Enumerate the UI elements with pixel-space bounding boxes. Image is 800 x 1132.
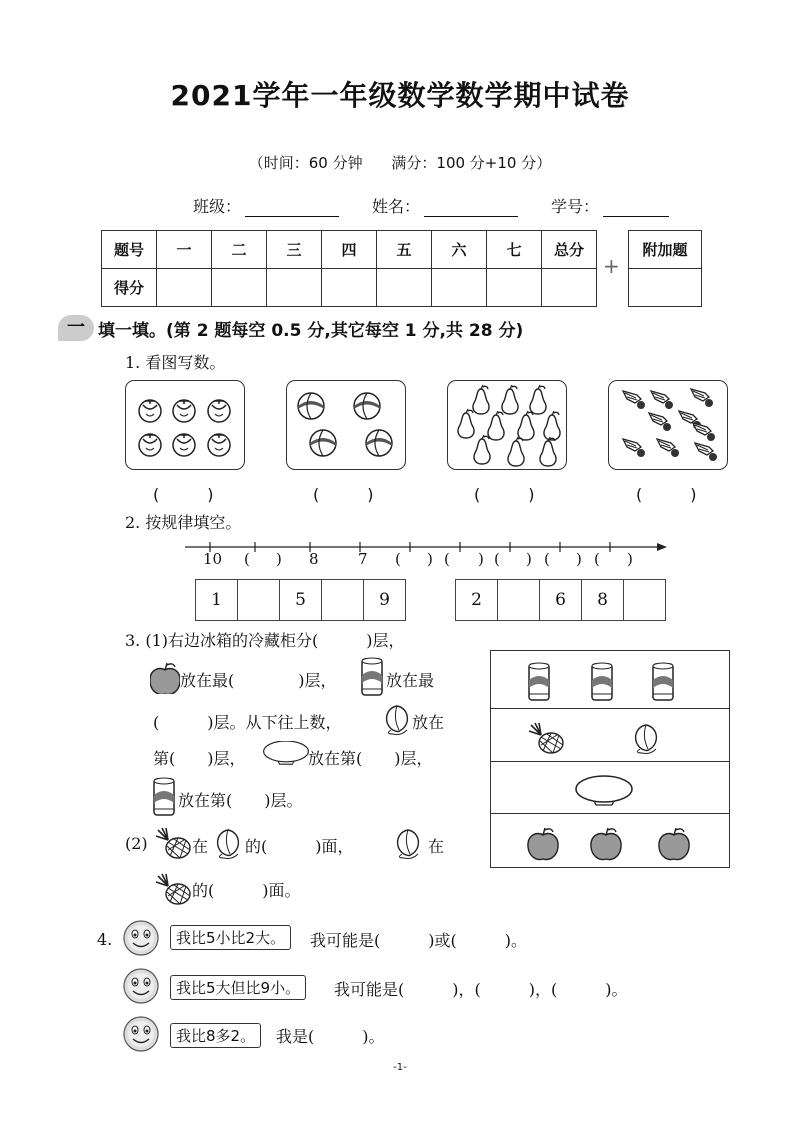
id-label: 学号：: [551, 197, 600, 216]
class-field[interactable]: [193, 194, 339, 217]
q3-part2-text: 在: [428, 837, 445, 856]
score-cell[interactable]: [212, 269, 267, 307]
section-badge: 一: [58, 315, 94, 341]
q3-line-2a: 放在最( )层，: [180, 671, 337, 690]
line-blank[interactable]: (: [594, 550, 600, 568]
line-blank[interactable]: ): [526, 550, 532, 568]
score-header-cell: 四: [322, 231, 377, 269]
line-label-8: 8: [309, 550, 319, 568]
sequence-boxes-left: [195, 579, 406, 621]
q4-answer-1[interactable]: 我可能是( )或( )。: [310, 931, 527, 950]
answer-blank-1[interactable]: ( ): [153, 485, 214, 504]
shelf-divider: [491, 761, 729, 762]
smiley-icon: [121, 1014, 161, 1054]
line-blank[interactable]: (: [395, 550, 401, 568]
ball-icons: [287, 381, 405, 469]
line-blank[interactable]: ): [478, 550, 484, 568]
q3-part2-label: (2): [125, 834, 148, 853]
q4-label: 4.: [97, 930, 113, 949]
answer-blank-2[interactable]: ( ): [313, 485, 374, 504]
fridge-items: [491, 651, 729, 867]
exam-subtitle: [0, 152, 800, 173]
line-blank[interactable]: ): [427, 550, 433, 568]
q3-line-2b: 放在最: [386, 671, 435, 690]
score-header-cell: 六: [432, 231, 487, 269]
page-number: -1-: [393, 1062, 407, 1073]
q3-part2-text: 的( )面，: [245, 837, 354, 856]
score-cell[interactable]: [157, 269, 212, 307]
line-blank[interactable]: ): [576, 550, 582, 568]
peach-icon: [393, 826, 423, 860]
seq-cell[interactable]: 1: [196, 580, 238, 621]
extra-score-cell[interactable]: [629, 269, 702, 307]
seq-cell[interactable]: [322, 580, 364, 621]
extra-header: 附加题: [629, 231, 702, 269]
seq-cell[interactable]: 6: [540, 580, 582, 621]
score-cell[interactable]: [542, 269, 597, 307]
q3-line-4a: 第( )层，: [153, 749, 246, 768]
can-icon: [150, 777, 178, 817]
q3-part2-text: 的( )面。: [192, 881, 301, 900]
seq-cell[interactable]: [624, 580, 666, 621]
q3-line-3b: 放在: [412, 713, 445, 732]
score-header-cell: 一: [157, 231, 212, 269]
q1-label: 1. 看图写数。: [125, 353, 226, 372]
speech-bubble: 我比8多2。: [170, 1023, 261, 1048]
name-blank[interactable]: [424, 200, 518, 217]
picture-box-tomatoes: [125, 380, 245, 470]
peach-icon: [213, 826, 243, 860]
q3-line-4b: 放在第( )层，: [308, 749, 433, 768]
score-cell[interactable]: [377, 269, 432, 307]
shelf-divider: [491, 813, 729, 814]
full-score-info: 满分：100 分+10 分）: [391, 154, 552, 172]
score-cell[interactable]: [267, 269, 322, 307]
seq-cell[interactable]: 9: [364, 580, 406, 621]
score-header-cell: 七: [487, 231, 542, 269]
line-blank[interactable]: (: [244, 550, 250, 568]
plate-icon: [262, 741, 310, 769]
pineapple-icon: [154, 868, 192, 908]
score-header-row: [102, 231, 597, 269]
picture-box-shuttlecocks: [608, 380, 728, 470]
line-label-10: 10: [203, 550, 223, 568]
name-field[interactable]: [372, 194, 518, 217]
answer-blank-4[interactable]: ( ): [636, 485, 697, 504]
line-blank[interactable]: ): [627, 550, 633, 568]
score-cell[interactable]: [487, 269, 542, 307]
can-icon: [358, 657, 386, 697]
smiley-icon: [121, 966, 161, 1006]
answer-blank-3[interactable]: ( ): [474, 485, 535, 504]
score-header-cell: 题号: [102, 231, 157, 269]
score-cell[interactable]: [432, 269, 487, 307]
fridge-illustration: [490, 650, 730, 868]
seq-cell[interactable]: 2: [456, 580, 498, 621]
q4-answer-3[interactable]: 我是( )。: [276, 1027, 385, 1046]
page-title: 2021学年一年级数学数学期中试卷: [170, 79, 630, 112]
picture-box-balls: [286, 380, 406, 470]
q2-label: 2. 按规律填空。: [125, 513, 242, 532]
seq-cell[interactable]: [498, 580, 540, 621]
line-blank[interactable]: (: [444, 550, 450, 568]
line-blank[interactable]: ): [276, 550, 282, 568]
score-header-cell: 三: [267, 231, 322, 269]
score-row: [102, 269, 597, 307]
speech-bubble: 我比5小比2大。: [170, 925, 291, 950]
q3-line-5: 放在第( )层。: [178, 791, 303, 810]
q3-line-3a: ( )层。从下往上数，: [153, 713, 342, 732]
picture-box-pears: [447, 380, 567, 470]
q3-part2-text: 在: [192, 837, 209, 856]
name-label: 姓名：: [372, 197, 421, 216]
speech-bubble: 我比5大但比9小。: [170, 975, 306, 1000]
line-blank[interactable]: (: [544, 550, 550, 568]
score-cell[interactable]: [322, 269, 377, 307]
line-label-7: 7: [358, 550, 368, 568]
smiley-icon: [121, 918, 161, 958]
sequence-boxes-right: [455, 579, 666, 621]
line-blank[interactable]: (: [494, 550, 500, 568]
apple-icon: [150, 662, 180, 694]
pear-icons: [448, 381, 566, 469]
peach-icon: [382, 702, 412, 736]
score-table: [101, 230, 597, 307]
score-header-cell: 五: [377, 231, 432, 269]
q3-line-1: 3. (1)右边冰箱的冷藏柜分( )层，: [125, 631, 405, 650]
seq-cell[interactable]: 8: [582, 580, 624, 621]
shelf-divider: [491, 708, 729, 709]
score-header-cell: 二: [212, 231, 267, 269]
tomato-icons: [126, 381, 244, 469]
seq-cell[interactable]: 5: [280, 580, 322, 621]
time-info: （时间：60 分钟: [248, 154, 363, 172]
plus-sign: +: [603, 254, 620, 278]
extra-score-table: [628, 230, 702, 307]
class-blank[interactable]: [245, 200, 339, 217]
student-id-field[interactable]: [551, 194, 669, 217]
seq-cell[interactable]: [238, 580, 280, 621]
score-header-cell: 总分: [542, 231, 597, 269]
class-label: 班级：: [193, 197, 242, 216]
id-blank[interactable]: [603, 200, 669, 217]
section-title: 填一填。(第 2 题每空 0.5 分,其它每空 1 分,共 28 分): [98, 321, 524, 341]
q4-answer-2[interactable]: 我可能是( )，( )，( )。: [334, 980, 628, 999]
pineapple-icon: [154, 822, 192, 862]
score-row-label: 得分: [102, 269, 157, 307]
shuttlecock-icons: [609, 381, 727, 469]
